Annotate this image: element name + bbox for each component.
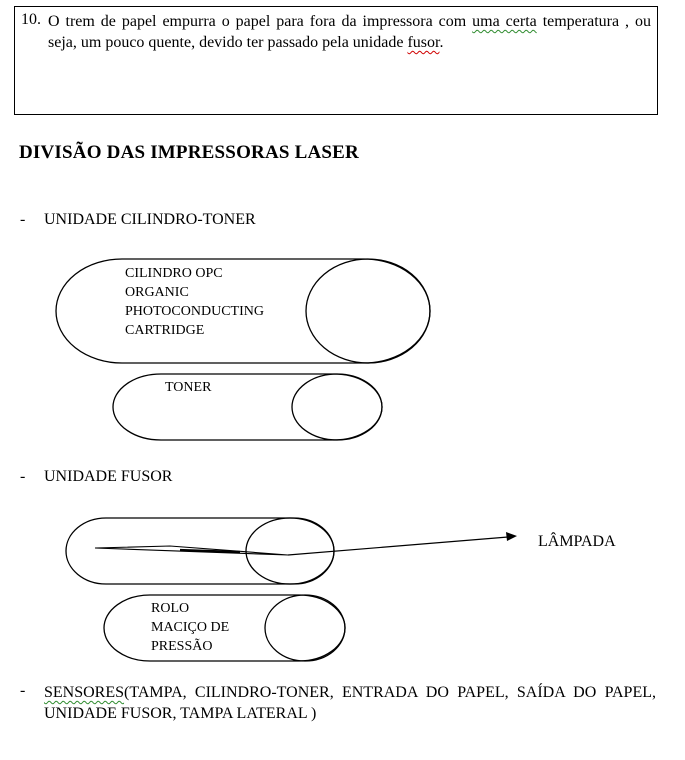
- item-10-text-part1: O trem de papel empurra o papel para fora da impressora com: [48, 13, 473, 30]
- lamp-pointer-arrowhead: [506, 532, 517, 541]
- bullet-dash-2: -: [20, 468, 26, 485]
- pressure-roller-end: [265, 595, 345, 661]
- spelling-flag-fusor: fusor: [407, 34, 440, 51]
- toner-body: [113, 374, 382, 440]
- sensores-text: [44, 682, 656, 724]
- bullet-dash-1: -: [20, 211, 26, 228]
- item-10-text-part2: temperatura , ou seja, um pouco quente, devido ter passado pela unidade: [48, 13, 651, 51]
- pressure-roller-label: ROLO MACIÇO DE PRESSÃO: [151, 601, 230, 654]
- cylinder-opc-label: CILINDRO OPC ORGANIC PHOTOCONDUCTING CARTRIDGE: [125, 266, 264, 338]
- toner-label: TONER: [165, 380, 212, 395]
- cylinder-opc-end: [306, 259, 430, 363]
- fuser-end: [246, 518, 334, 584]
- item-10-text-part3: .: [439, 34, 444, 51]
- unidade-cilindro-toner-title: UNIDADE CILINDRO-TONER: [44, 211, 256, 228]
- item-number: 10.: [21, 11, 41, 28]
- lamp-label: LÂMPADA: [538, 533, 616, 550]
- section-heading: DIVISÃO DAS IMPRESSORAS LASER: [19, 142, 359, 163]
- grammar-flag-sensores: SENSORES: [44, 684, 125, 701]
- grammar-flag-uma-certa: uma certa: [472, 13, 537, 30]
- unidade-fusor-title: UNIDADE FUSOR: [44, 468, 173, 485]
- bullet-dash-3: -: [20, 682, 26, 699]
- lamp-pointer-line: [288, 537, 508, 555]
- sensores-list: (TAMPA, CILINDRO-TONER, ENTRADA DO PAPEL, SAÍDA DO PAPEL, UNIDADE FUSOR, TAMPA LATERAL ): [44, 684, 656, 722]
- toner-end: [292, 374, 382, 440]
